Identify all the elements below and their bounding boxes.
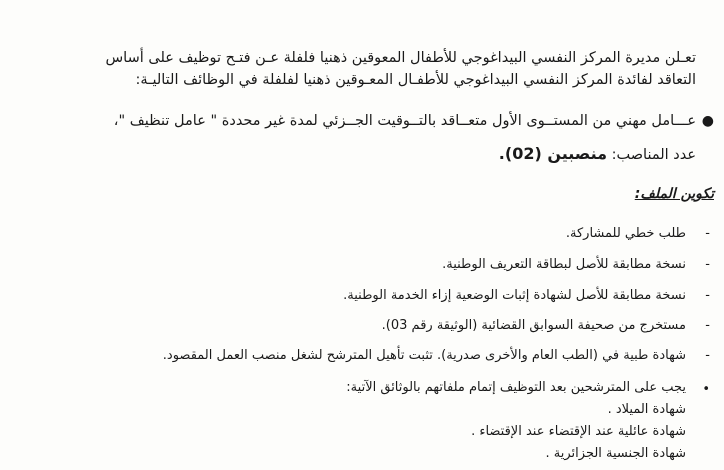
list-dash: - xyxy=(705,226,710,241)
file-item-4: مستخرج من صحيفة السوابق القضائية (الوثيقة رقم 03). xyxy=(381,318,686,333)
after-bullet: • xyxy=(702,382,710,397)
file-item-5: شهادة طبية في (الطب العام والأخرى صدرية). تثبت تأهيل المترشح لشغل منصب العمل المقصود. xyxy=(162,348,686,363)
after-intro: يجب على المترشحين بعد التوظيف إتمام ملفاتهم بالوثائق الآتية: xyxy=(346,380,686,395)
intro-line-2: التعاقد لفائدة المركز النفسي البيداغوجي للأطفـال المعـوقين ذهنيا لفلفلة في الوظائف التاليـة: xyxy=(135,72,696,88)
file-item-1: طلب خطي للمشاركة. xyxy=(565,226,686,241)
positions-count-label: عدد المناصب: xyxy=(611,147,696,163)
positions-count xyxy=(499,144,696,163)
positions-count-value: منصبين (02). xyxy=(498,144,607,163)
list-dash: - xyxy=(705,288,710,303)
intro-line-1: تعـلن مديرة المركز النفسي البيداغوجي للأطفال المعوقين ذهنيا فلفلة عـن فتـح توظيف على أساس xyxy=(105,50,696,66)
after-item-3: شهادة الجنسية الجزائرية . xyxy=(545,446,686,461)
job-bullet: ● xyxy=(701,113,714,129)
list-dash: - xyxy=(705,348,710,363)
after-item-1: شهادة الميلاد . xyxy=(607,402,686,417)
file-item-3: نسخة مطابقة للأصل لشهادة إثبات الوضعية إزاء الخدمة الوطنية. xyxy=(343,288,686,303)
after-item-2: شهادة عائلية عند الإقتضاء عند الإقتضاء . xyxy=(471,424,686,439)
file-item-2: نسخة مطابقة للأصل لبطاقة التعريف الوطنية. xyxy=(442,257,686,272)
list-dash: - xyxy=(705,318,710,333)
list-dash: - xyxy=(705,257,710,272)
file-heading: تكوين الملف: xyxy=(634,186,714,202)
job-title: عـــامل مهني من المستــوى الأول متعــاقد بالتــوقيت الجــزئي لمدة غير محددة " عامل تنظيف "، xyxy=(113,113,696,129)
